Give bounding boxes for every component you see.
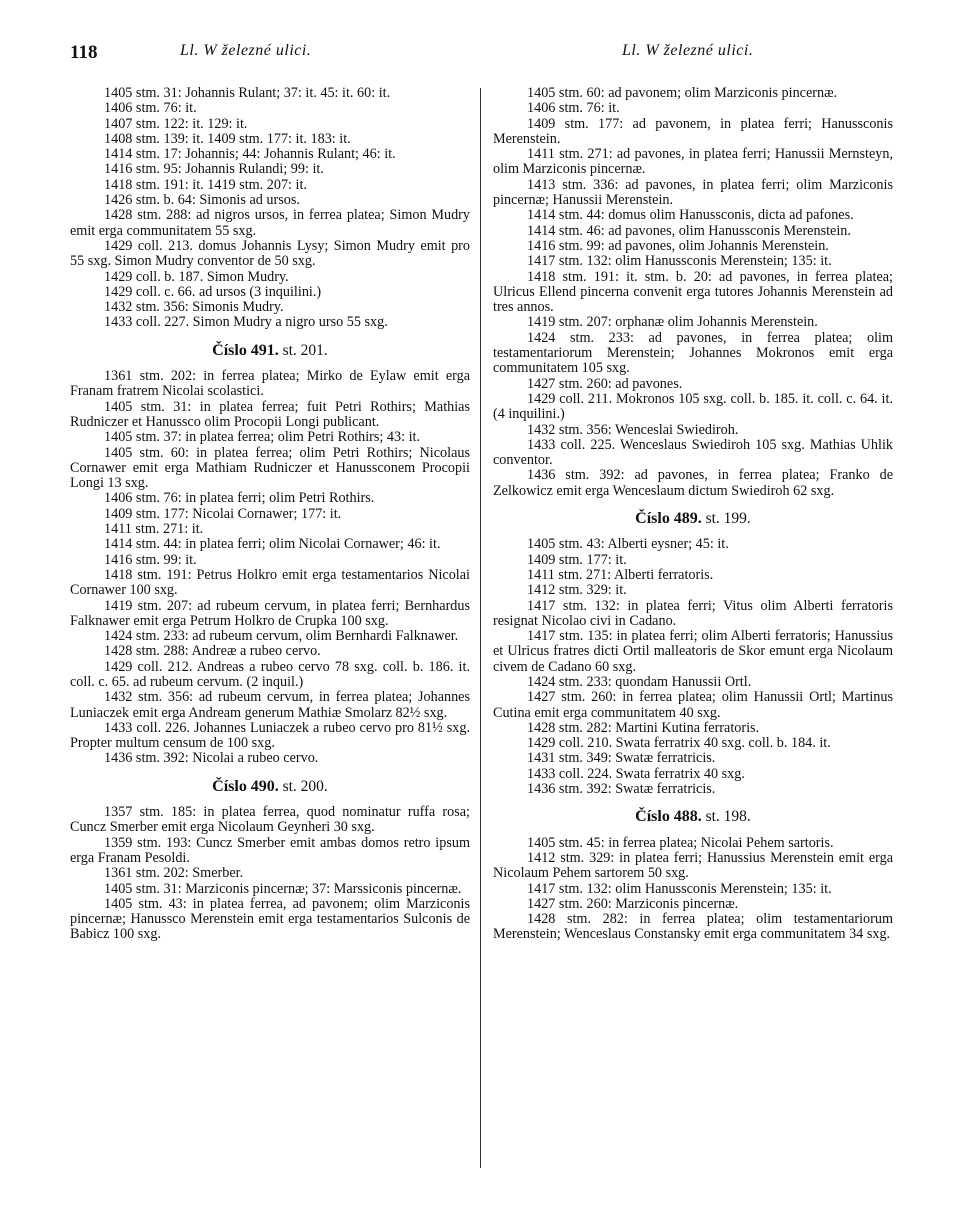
register-entry: 1417 stm. 132: olim Hanussconis Merenstein; 135: it. bbox=[527, 253, 832, 270]
register-entry: 1413 stm. 336: ad pavones, in platea ferri; olim Marziconis pincernæ; Hanussii Merenstein. bbox=[493, 176, 893, 209]
register-entry: 1414 stm. 17: Johannis; 44: Johannis Rulant; 46: it. bbox=[104, 146, 396, 163]
register-entry: 1419 stm. 207: orphanæ olim Johannis Merenstein. bbox=[527, 314, 818, 331]
register-entry: 1433 coll. 225. Wenceslaus Swiediroh 105 sxg. Mathias Uhlik conventor. bbox=[493, 436, 893, 469]
register-entry: 1436 stm. 392: Nicolai a rubeo cervo. bbox=[104, 750, 319, 767]
register-entry: 1429 coll. b. 187. Simon Mudry. bbox=[104, 268, 289, 285]
register-entry: 1406 stm. 76: it. bbox=[527, 100, 620, 117]
register-entry: 1416 stm. 99: ad pavones, olim Johannis Merenstein. bbox=[527, 237, 829, 254]
register-entry: 1411 stm. 271: ad pavones, in platea ferri; Hanussii Mernsteyn, olim Marziconis pincernæ. bbox=[493, 146, 893, 178]
register-entry: 1419 stm. 207: ad rubeum cervum, in platea ferri; Bernhardus Falknawer emit erga Petrum Holkro de Crupka 100 sxg. bbox=[70, 597, 470, 629]
register-entry: 1427 stm. 260: Marziconis pincernæ. bbox=[527, 895, 739, 912]
register-entry: 1359 stm. 193: Cuncz Smerber emit ambas domos retro ipsum erga Franam Pesoldi. bbox=[70, 834, 470, 866]
section-label: Číslo bbox=[212, 777, 247, 795]
register-entry: 1417 stm. 132: olim Hanussconis Merenstein; 135: it. bbox=[527, 880, 832, 897]
register-entry: 1417 stm. 132: in platea ferri; Vitus olim Alberti ferratoris resignat Nicolao civi in Cadano. bbox=[493, 597, 893, 629]
register-entry: 1428 stm. 288: Andreæ a rubeo cervo. bbox=[104, 643, 321, 660]
right-block-1 bbox=[493, 86, 893, 499]
register-entry: 1433 coll. 224. Swata ferratrix 40 sxg. bbox=[527, 765, 745, 782]
register-entry: 1405 stm. 37: in platea ferrea; olim Petri Rothirs; 43: it. bbox=[104, 429, 421, 446]
register-entry: 1405 stm. 31: in platea ferrea; fuit Petri Rothirs; Mathias Rudniczer et Hanussco olim Procopii Longi publicant. bbox=[70, 398, 470, 430]
section-heading-488 bbox=[493, 809, 893, 824]
section-number: 489. bbox=[673, 510, 702, 528]
register-entry: 1429 coll. c. 66. ad ursos (3 inquilini.) bbox=[104, 283, 322, 300]
register-entry: 1408 stm. 139: it. 1409 stm. 177: it. 183: it. bbox=[104, 130, 351, 147]
page-number: 118 bbox=[70, 42, 98, 63]
section-number: 490. bbox=[250, 777, 279, 795]
register-entry: 1428 stm. 282: in ferrea platea; olim testamentariorum Merenstein; Wenceslaus Constansky emit erga communitatem 34 sxg. bbox=[493, 911, 893, 943]
section-number: 488. bbox=[673, 808, 702, 826]
register-entry: 1414 stm. 46: ad pavones, olim Hanussconis Merenstein. bbox=[527, 222, 851, 239]
register-entry: 1357 stm. 185: in platea ferrea, quod nominatur ruffa rosa; Cuncz Smerber emit erga Nicolaum Geynheri 30 sxg. bbox=[70, 804, 470, 836]
register-entry: 1411 stm. 271: Alberti ferratoris. bbox=[527, 566, 714, 583]
left-column bbox=[70, 86, 470, 943]
register-entry: 1428 stm. 288: ad nigros ursos, in ferrea platea; Simon Mudry emit erga communitatem 55 sxg. bbox=[70, 207, 470, 239]
section-st: st. 199. bbox=[705, 510, 751, 528]
register-entry: 1418 stm. 191: it. stm. b. 20: ad pavones, in ferrea platea; Ulricus Ellend pincerna convenit erga tutores Johannis Merenstein ad tres annos. bbox=[493, 268, 893, 316]
left-block-1 bbox=[70, 86, 470, 331]
register-entry: 1411 stm. 271: it. bbox=[104, 521, 204, 538]
section-heading-489 bbox=[493, 511, 893, 526]
register-entry: 1417 stm. 135: in platea ferri; olim Alberti ferratoris; Hanussius et Ulricus fratres dicti Ortil malleatoris de Skor emunt erga Nicolaum civem de Cadano 60 sxg. bbox=[493, 628, 893, 675]
register-entry: 1424 stm. 233: ad pavones, in ferrea platea; olim testamentariorum Merenstein; Johannes Mokronos emit erga communitatem 105 sxg. bbox=[493, 329, 893, 377]
register-entry: 1431 stm. 349: Swatæ ferratricis. bbox=[527, 750, 716, 767]
section-label: Číslo bbox=[635, 808, 670, 826]
section-label: Číslo bbox=[212, 341, 247, 359]
register-entry: 1426 stm. b. 64: Simonis ad ursos. bbox=[104, 192, 300, 209]
page-header bbox=[0, 42, 960, 66]
register-entry: 1414 stm. 44: in platea ferri; olim Nicolai Cornawer; 46: it. bbox=[104, 536, 441, 553]
register-entry: 1412 stm. 329: it. bbox=[527, 582, 627, 599]
register-entry: 1424 stm. 233: ad rubeum cervum, olim Bernhardi Falknawer. bbox=[104, 628, 459, 645]
register-entry: 1405 stm. 43: Alberti eysner; 45: it. bbox=[527, 536, 729, 553]
left-block-2 bbox=[70, 369, 470, 767]
section-st: st. 198. bbox=[705, 808, 751, 826]
register-entry: 1361 stm. 202: Smerber. bbox=[104, 865, 244, 882]
register-entry: 1406 stm. 76: it. bbox=[104, 100, 197, 117]
register-entry: 1429 coll. 212. Andreas a rubeo cervo 78 sxg. coll. b. 186. it. coll. c. 65. ad rubeum cervum. (2 inquil.) bbox=[70, 658, 470, 690]
register-entry: 1436 stm. 392: ad pavones, in ferrea platea; Franko de Zelkowicz emit erga Wenceslaum dictum Swiediroh 62 sxg. bbox=[493, 467, 893, 499]
register-entry: 1432 stm. 356: Simonis Mudry. bbox=[104, 299, 284, 316]
register-entry: 1436 stm. 392: Swatæ ferratricis. bbox=[527, 781, 716, 798]
column-divider bbox=[480, 88, 481, 1168]
register-entry: 1361 stm. 202: in ferrea platea; Mirko de Eylaw emit erga Franam fratrem Nicolai scolastici. bbox=[70, 368, 470, 400]
section-label: Číslo bbox=[635, 510, 670, 528]
register-entry: 1433 coll. 226. Johannes Luniaczek a rubeo cervo pro 81½ sxg. Propter multum censum de 100 sxg. bbox=[70, 719, 470, 752]
register-entry: 1414 stm. 44: domus olim Hanussconis, dicta ad pafones. bbox=[527, 207, 854, 224]
running-head-left: Ll. W železné ulici. bbox=[180, 42, 312, 59]
register-entry: 1407 stm. 122: it. 129: it. bbox=[104, 115, 248, 132]
register-entry: 1406 stm. 76: in platea ferri; olim Petri Rothirs. bbox=[104, 490, 375, 507]
register-entry: 1432 stm. 356: ad rubeum cervum, in ferrea platea; Johannes Luniaczek emit erga Andream generum Mathiæ Smolarz 82½ sxg. bbox=[70, 689, 470, 721]
section-heading-491 bbox=[70, 343, 470, 358]
register-entry: 1409 stm. 177: it. bbox=[527, 551, 627, 568]
register-entry: 1429 coll. 211. Mokronos 105 sxg. coll. b. 185. it. coll. c. 64. it. (4 inquilini.) bbox=[493, 390, 893, 423]
right-block-2 bbox=[493, 537, 893, 797]
register-entry: 1405 stm. 45: in ferrea platea; Nicolai Pehem sartoris. bbox=[527, 834, 834, 851]
register-entry: 1405 stm. 31: Johannis Rulant; 37: it. 45: it. 60: it. bbox=[104, 85, 391, 101]
running-head-right: Ll. W železné ulici. bbox=[622, 42, 754, 59]
register-entry: 1416 stm. 99: it. bbox=[104, 551, 197, 568]
left-block-3 bbox=[70, 805, 470, 943]
register-entry: 1418 stm. 191: it. 1419 stm. 207: it. bbox=[104, 176, 307, 193]
register-entry: 1405 stm. 60: in platea ferrea; olim Petri Rothirs; Nicolaus Cornawer emit erga Mathiam Rudniczer et Hanussconem Procopii Longi 13 sxg. bbox=[70, 444, 470, 492]
register-entry: 1427 stm. 260: ad pavones. bbox=[527, 375, 683, 392]
register-entry: 1418 stm. 191: Petrus Holkro emit erga testamentarios Nicolai Cornawer 100 sxg. bbox=[70, 566, 470, 599]
section-st: st. 201. bbox=[282, 341, 328, 359]
right-block-3 bbox=[493, 836, 893, 943]
right-column bbox=[493, 86, 893, 943]
register-entry: 1405 stm. 60: ad pavonem; olim Marziconis pincernæ. bbox=[527, 85, 838, 101]
section-number: 491. bbox=[250, 341, 279, 359]
register-entry: 1429 coll. 210. Swata ferratrix 40 sxg. coll. b. 184. it. bbox=[527, 735, 831, 752]
register-entry: 1409 stm. 177: Nicolai Cornawer; 177: it. bbox=[104, 505, 342, 522]
register-entry: 1405 stm. 31: Marziconis pincernæ; 37: Marssiconis pincernæ. bbox=[104, 880, 462, 897]
register-entry: 1429 coll. 213. domus Johannis Lysy; Simon Mudry emit pro 55 sxg. Simon Mudry conventor de 50 sxg. bbox=[70, 237, 470, 270]
register-entry: 1412 stm. 329: in platea ferri; Hanussius Merenstein emit erga Nicolaum Pehem sartorem 50 sxg. bbox=[493, 849, 893, 882]
register-entry: 1433 coll. 227. Simon Mudry a nigro urso 55 sxg. bbox=[104, 314, 388, 331]
section-heading-490 bbox=[70, 779, 470, 794]
register-entry: 1432 stm. 356: Wenceslai Swiediroh. bbox=[527, 421, 739, 438]
register-entry: 1409 stm. 177: ad pavonem, in platea ferri; Hanussconis Merenstein. bbox=[493, 115, 893, 147]
register-entry: 1405 stm. 43: in platea ferrea, ad pavonem; olim Marziconis pincernæ; Hanussco Merenstein emit erga testamentarios Sulconis de Babicz 100 sxg. bbox=[70, 895, 470, 943]
register-entry: 1424 stm. 233: quondam Hanussii Ortl. bbox=[527, 673, 752, 690]
register-entry: 1416 stm. 95: Johannis Rulandi; 99: it. bbox=[104, 161, 324, 178]
register-entry: 1428 stm. 282: Martini Kutina ferratoris. bbox=[527, 719, 760, 736]
section-st: st. 200. bbox=[282, 777, 328, 795]
register-entry: 1427 stm. 260: in ferrea platea; olim Hanussii Ortl; Martinus Cutina emit erga communitatem 40 sxg. bbox=[493, 689, 893, 721]
